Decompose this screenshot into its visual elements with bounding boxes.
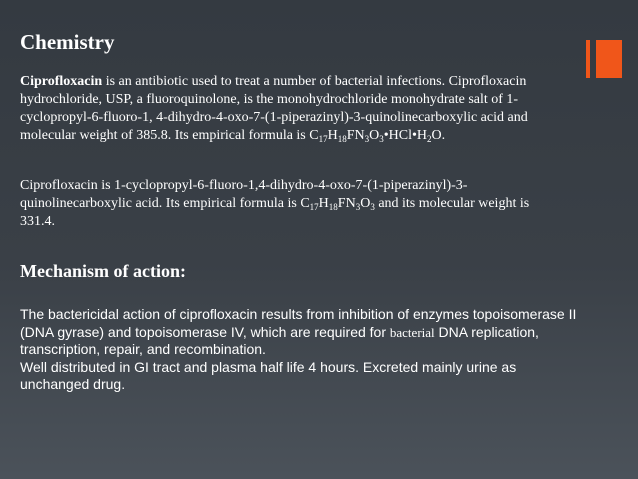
brand-bars-icon bbox=[586, 40, 622, 78]
brand-bar-thin bbox=[586, 40, 590, 78]
paragraph-2-text-end: and its molecular weight is 331.4. bbox=[20, 196, 530, 229]
mechanism-body bbox=[20, 306, 580, 394]
paragraph-1-text: is an antibiotic used to treat a number of bacterial infections. Ciprofloxacin hydrochloride, USP, a fluoroquinolone, is the monohydrochloride monohydrate salt of 1-cyclopropyl-6-fluoro-1, 4-dihydro-4-oxo-7-(1-piperazinyl)-3-quinolinecarboxylic acid and molecular weight of 385.8. Its empirical formula is bbox=[20, 74, 528, 143]
empirical-formula: $C_{17}H_{18}FN_3O_3$ bbox=[300, 196, 375, 212]
mechanism-line-2: Well distributed in GI tract and plasma half life 4 hours. Excreted mainly urine as unchanged drug. bbox=[20, 358, 517, 392]
mechanism-title: Mechanism of action: bbox=[20, 261, 186, 281]
drug-name: Ciprofloxacin bbox=[20, 74, 103, 89]
empirical-formula-hcl: $C_{17}H_{18}FN_3O_3•HCl•H_2O$. bbox=[309, 128, 446, 144]
chemistry-paragraph-1 bbox=[20, 73, 540, 145]
slide-title: Chemistry bbox=[20, 30, 115, 54]
chemistry-paragraph-2 bbox=[20, 177, 540, 231]
mechanism-line-1: The bactericidal action of ciprofloxacin results from inhibition of enzymes topoisomerase II (DNA gyrase) and topoisomerase IV, which are required for bacterial DNA replication, transcription, repair, and recombination. bbox=[20, 306, 577, 357]
paragraph-2-text: Ciprofloxacin is 1-cyclopropyl-6-fluoro-1,4-dihydro-4-oxo-7-(1-piperazinyl)-3-quinolinecarboxylic acid. Its empirical formula is bbox=[20, 178, 468, 211]
brand-bar-thick bbox=[596, 40, 622, 78]
